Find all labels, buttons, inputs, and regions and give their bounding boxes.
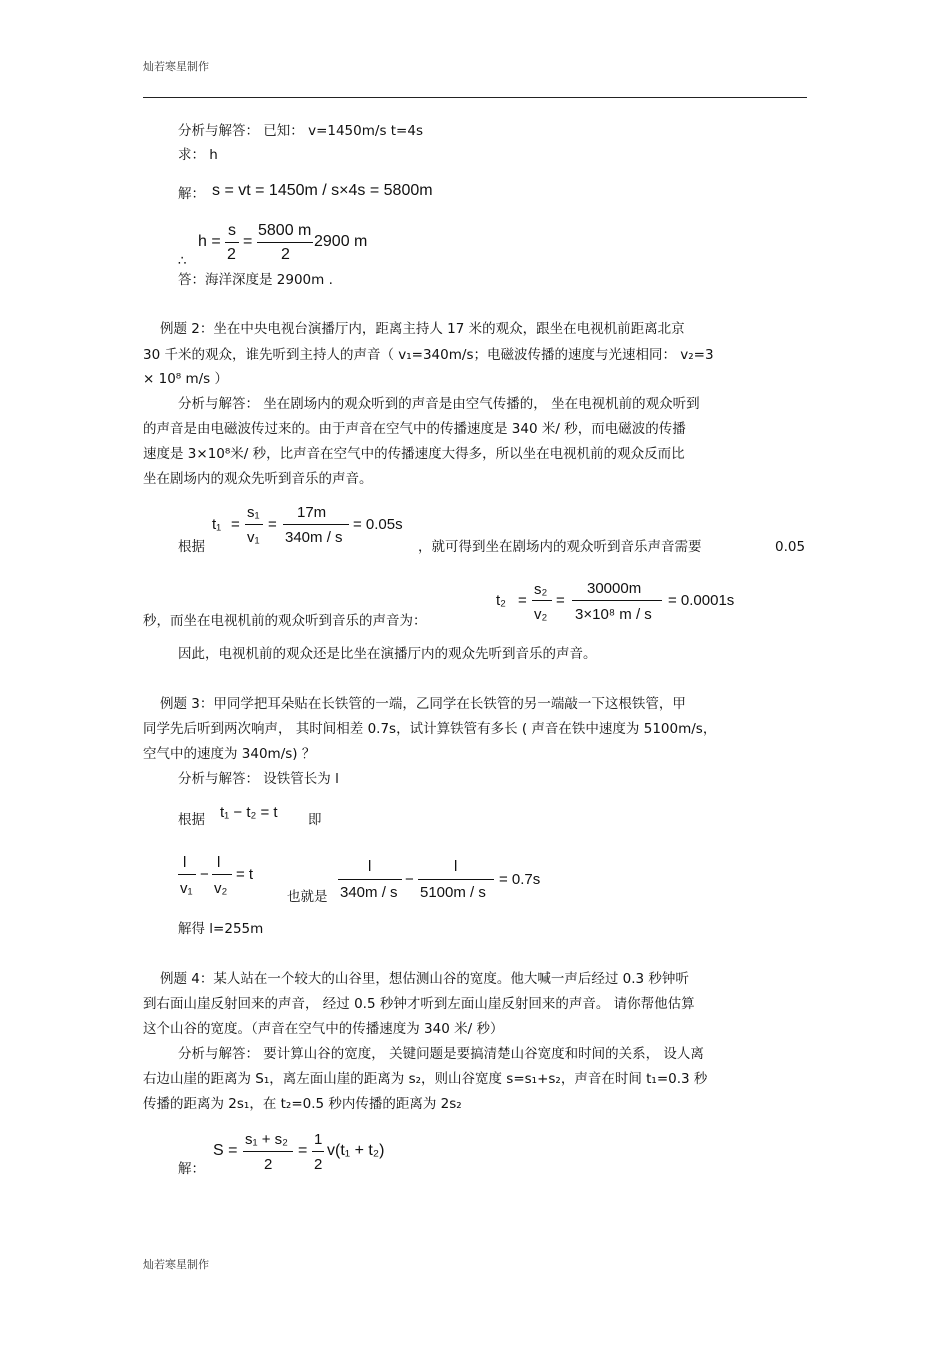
minus-sign: −: [405, 871, 414, 888]
ex2-line3: × 10⁸ m/s ）: [143, 371, 229, 387]
frac-5800-den: 2: [281, 246, 290, 263]
ex2-genju: 根据: [178, 539, 205, 555]
s2-symbol: s₂: [534, 581, 548, 598]
s1-symbol: s₁: [247, 504, 260, 521]
v1-symbol: v₁: [180, 880, 193, 897]
ex2-line8b: 0.05: [775, 539, 806, 555]
sec1-h-lhs: h =: [198, 233, 221, 250]
frac-bar: [572, 600, 662, 601]
v2-symbol: v₂: [214, 880, 228, 897]
result-00001: = 0.0001s: [668, 592, 735, 609]
h-result: 2900 m: [314, 233, 368, 250]
frac-bar: [225, 242, 239, 243]
den-2: 2: [264, 1156, 273, 1173]
t2-symbol: t₂: [496, 592, 506, 609]
sec1-jie: 解：: [178, 186, 205, 202]
header-rule: [143, 97, 807, 98]
den-3e8: 3×10⁸ m / s: [575, 606, 652, 623]
ex3-line1: 例题 3：甲同学把耳朵贴在长铁管的一端，乙同学在长铁管的另一端敲一下这根铁管，甲: [160, 696, 686, 712]
eq-sign: =: [268, 516, 277, 533]
ex4-line5: 右边山崖的距离为 S₁，离左面山崖的距离为 s₂，则山谷宽度 s=s₁+s₂，声音在时间 t₁=0.3 秒: [143, 1071, 708, 1087]
num-s1s2: s₁ + s₂: [245, 1131, 288, 1148]
ex2-line9: 秒，而坐在电视机前的观众听到音乐的声音为：: [143, 613, 427, 629]
eq-sign: =: [556, 592, 565, 609]
ex4-line1: 例题 4：某人站在一个较大的山谷里，想估测山谷的宽度。他大喊一声后经过 0.3 秒钟听: [160, 971, 689, 987]
ex3-line2: 同学先后听到两次响声， 其时间相差 0.7s，试计算铁管有多长 ( 声音在铁中速度为 5100m/s，: [143, 721, 717, 737]
frac-s-den: 2: [227, 246, 236, 263]
num-30000m: 30000m: [587, 580, 642, 597]
l-symbol: l: [454, 858, 458, 875]
ex2-line6: 速度是 3×10⁸米/ 秒，比声音在空气中的传播速度大得多，所以坐在电视机前的观众反而比: [143, 446, 685, 462]
ex2-line2: 30 千米的观众，谁先听到主持人的声音（ v₁=340m/s；电磁波传播的速度与光速相同： v₂=3: [143, 347, 714, 363]
ex3-line4: 分析与解答： 设铁管长为 l: [178, 771, 339, 787]
den-340: 340m / s: [285, 529, 343, 546]
sec1-eq1: s = vt = 1450m / s×4s = 5800m: [212, 182, 433, 199]
num-1: 1: [314, 1131, 323, 1148]
ex3-yejiu: 也就是: [287, 889, 328, 905]
l-symbol: l: [368, 858, 372, 875]
frac-bar: [212, 874, 232, 875]
eq-t: = t: [236, 866, 254, 883]
ex2-line8: ，就可得到坐在剧场内的观众听到音乐声音需要: [418, 539, 702, 555]
therefore-symbol: ∴: [178, 253, 187, 269]
ex2-line7: 坐在剧场内的观众先听到音乐的声音。: [143, 471, 373, 487]
frac-5800-num: 5800 m: [258, 222, 312, 239]
den-2b: 2: [314, 1156, 323, 1173]
ex2-line4: 分析与解答： 坐在剧场内的观众听到的声音是由空气传播的， 坐在电视机前的观众听到: [178, 396, 700, 412]
result-07: = 0.7s: [499, 871, 541, 888]
num-17m: 17m: [297, 504, 327, 521]
v2-symbol: v₂: [534, 606, 548, 623]
frac-bar: [418, 879, 494, 880]
t1-symbol: t₁: [212, 516, 222, 533]
frac-bar: [178, 874, 196, 875]
ex4-line4: 分析与解答： 要计算山谷的宽度， 关键问题是要搞清楚山谷宽度和时间的关系， 设人离: [178, 1046, 704, 1062]
den-5100: 5100m / s: [420, 884, 486, 901]
ex2-line10: 因此，电视机前的观众还是比坐在演播厅内的观众先听到音乐的声音。: [178, 646, 597, 662]
frac-bar: [245, 524, 263, 525]
ex3-ji: 即: [308, 812, 322, 828]
ex3-eq-t: t₁ − t₂ = t: [220, 804, 278, 821]
ex4-line6: 传播的距离为 2s₁，在 t₂=0.5 秒内传播的距离为 2s₂: [143, 1096, 462, 1112]
den-340: 340m / s: [340, 884, 398, 901]
sec1-analysis: 分析与解答： 已知： v=1450m/s t=4s: [178, 123, 423, 139]
frac-bar: [257, 242, 313, 243]
result-005: = 0.05s: [353, 516, 403, 533]
eq-sign: =: [518, 592, 527, 609]
ex3-genju: 根据: [178, 812, 205, 828]
frac-bar: [243, 1151, 293, 1152]
l-symbol: l: [217, 854, 221, 871]
frac-bar: [532, 600, 552, 601]
eq-sign: =: [243, 233, 253, 250]
page-footer: 灿若寒星制作: [143, 1258, 209, 1271]
ex2-line5: 的声音是由电磁波传过来的。由于声音在空气中的传播速度是 340 米/ 秒，而电磁波的传播: [143, 421, 686, 437]
ex4-line3: 这个山谷的宽度。（声音在空气中的传播速度为 340 米/ 秒）: [143, 1021, 504, 1037]
frac-bar: [283, 524, 349, 525]
sec1-answer: 答：海洋深度是 2900m .: [178, 272, 333, 288]
frac-bar: [312, 1151, 324, 1152]
sec1-ask: 求： h: [178, 147, 218, 163]
ex4-jie: 解：: [178, 1161, 205, 1177]
v1-symbol: v₁: [247, 529, 260, 546]
ex4-line2: 到右面山崖反射回来的声音， 经过 0.5 秒钟才听到左面山崖反射回来的声音。 请你帮他估算: [143, 996, 695, 1012]
ex3-line3: 空气中的速度为 340m/s) ？: [143, 746, 316, 762]
frac-s-num: s: [228, 222, 236, 239]
ex3-result: 解得 l=255m: [178, 921, 264, 937]
eq-sign: =: [298, 1142, 308, 1159]
frac-bar: [338, 879, 402, 880]
l-symbol: l: [183, 854, 187, 871]
page-header: 灿若寒星制作: [143, 60, 209, 73]
minus-sign: −: [200, 866, 209, 883]
S-lhs: S =: [213, 1142, 238, 1159]
v-t1-t2: v(t₁ + t₂): [327, 1142, 385, 1159]
ex2-line1: 例题 2：坐在中央电视台演播厅内，距离主持人 17 米的观众，跟坐在电视机前距离北京: [160, 321, 685, 337]
eq-sign: =: [231, 516, 240, 533]
